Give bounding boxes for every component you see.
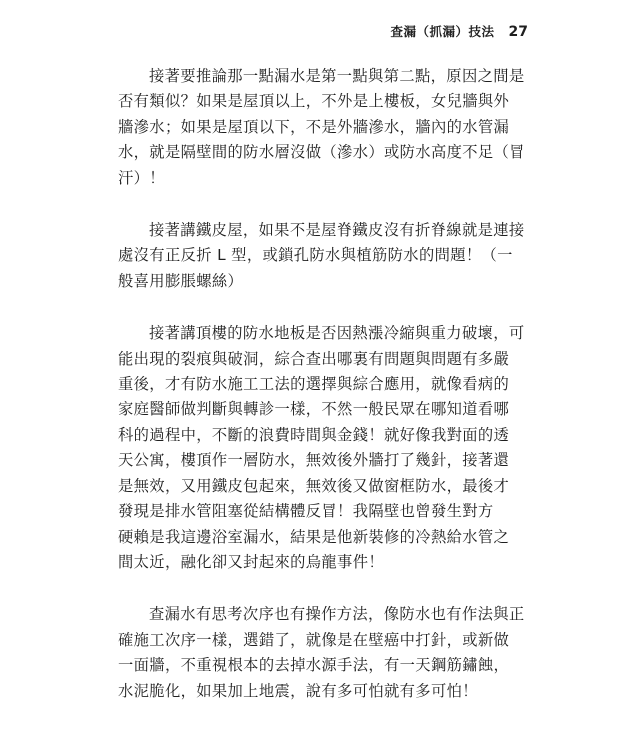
text-line: 汗）！ <box>118 168 165 187</box>
text-line: 重後，才有防水施工工法的選擇與綜合應用，就像看病的 <box>118 375 510 394</box>
text-line: 接著要推論那一點漏水是第一點與第二點，原因之間是 <box>149 67 525 85</box>
text-line: 水泥脆化，如果加上地震，說有多可怕就有多可怕！ <box>118 681 478 700</box>
running-header <box>391 22 529 40</box>
paragraph-2 <box>118 218 525 294</box>
text-line: 接著講鐵皮屋，如果不是屋脊鐵皮沒有折脊線就是連接 <box>149 221 525 240</box>
text-line: 家庭醫師做判斷與轉診一樣，不然一般民眾在哪知道看哪 <box>118 400 510 419</box>
text-line: 發現是排水管阻塞從結構體反冒！我隔壁也曾發生對方 <box>118 502 494 521</box>
text-line: 查漏水有思考次序也有操作方法，像防水也有作法與正 <box>149 605 525 624</box>
text-line: 天公寓，樓頂作一層防水，無效後外牆打了幾針，接著還 <box>118 451 510 470</box>
text-line: 處沒有正反折 L 型，或鎖孔防水與植筋防水的問題！（一 <box>118 246 513 265</box>
text-line: 是無效，又用鐵皮包起來，無效後又做窗框防水，最後才 <box>118 476 510 495</box>
body-text <box>118 64 525 731</box>
text-line: 般喜用膨脹螺絲） <box>118 271 244 290</box>
text-line: 一面牆，不重視根本的去掉水源手法，有一天鋼筋鏽蝕， <box>118 656 510 675</box>
paragraph-1 <box>118 64 525 191</box>
text-line: 牆滲水；如果是屋頂以下，不是外牆滲水，牆內的水管漏 <box>118 117 510 136</box>
text-line: 硬賴是我這邊浴室漏水，結果是他新裝修的冷熱給水管之 <box>118 527 510 546</box>
text-line: 確施工次序一樣，選錯了，就像是在壁癌中打針，或新做 <box>118 630 510 649</box>
text-line: 接著講頂樓的防水地板是否因熱漲冷縮與重力破壞，可 <box>149 324 525 343</box>
chapter-title: 查漏（抓漏）技法 <box>390 24 495 39</box>
text-line: 科的過程中，不斷的浪費時間與金錢！就好像我對面的透 <box>118 425 510 444</box>
text-line: 否有類似？如果是屋頂以上，不外是上樓板，女兒牆與外 <box>118 92 510 111</box>
page-number: 27 <box>508 24 528 40</box>
paragraph-4 <box>118 602 525 704</box>
text-line: 能出現的裂痕與破洞，綜合查出哪裏有問題與問題有多嚴 <box>118 349 510 368</box>
paragraph-3 <box>118 321 525 575</box>
text-line: 水，就是隔壁間的防水層沒做（滲水）或防水高度不足（冒 <box>118 143 525 162</box>
text-line: 間太近，融化卻又封起來的烏龍事件！ <box>118 552 384 571</box>
